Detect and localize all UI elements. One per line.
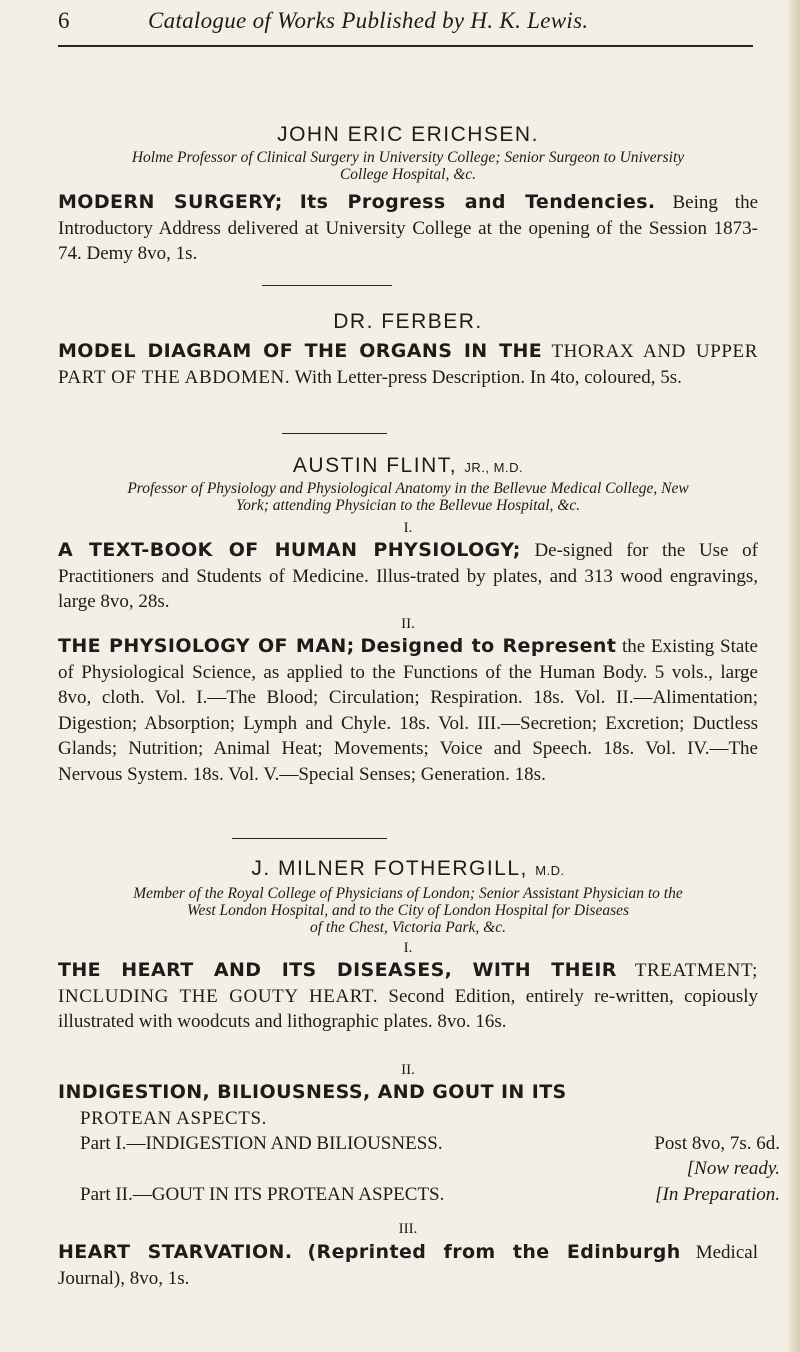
entry-description: the Existing State of Physiological Science, as applied to the Functions of the Human Body. 5 vols., large 8vo, cloth. Vol. I.—The Blood; Circulation; Respiration. 18s. Vol. II.—Alimentation; Digestion; Absorption; Lymph and Chyle. 18s. Vol. III.—Secretion; Excretion; Ductless Glands; Nutrition; Animal Heat; Movements; Voice and Speech. 18s. Vol. IV.—The Nervous System. 18s. Vol. V.—Special Senses; Generation. 18s. bbox=[58, 636, 758, 785]
entry-physiology-of-man bbox=[58, 634, 758, 787]
part-title: —GOUT IN ITS PROTEAN ASPECTS. bbox=[132, 1184, 445, 1205]
entry-description: Being the Introductory Address delivered at University College at the opening of the Session 1873-74. Demy 8vo, 1s. bbox=[58, 192, 759, 264]
section-divider bbox=[282, 433, 387, 434]
numeral-3: III. bbox=[398, 1221, 418, 1237]
affiliation-erichsen-1: Holme Professor of Clinical Surgery in University College; Senior Surgeon to University bbox=[131, 149, 685, 166]
entry-title: THE PHYSIOLOGY OF MAN; bbox=[58, 635, 355, 657]
part-title: —INDIGESTION AND BILIOUSNESS. bbox=[126, 1133, 443, 1154]
part-1-line bbox=[58, 1131, 780, 1157]
author-suffix: M.D. bbox=[535, 863, 565, 878]
author-suffix: JR., M.D. bbox=[464, 460, 524, 475]
numeral-2: II. bbox=[401, 1062, 415, 1078]
part-status: [In Preparation. bbox=[655, 1184, 780, 1205]
affiliation-flint-2: York; attending Physician to the Bellevue Hospital, &c. bbox=[235, 497, 581, 514]
entry-indigestion bbox=[58, 1080, 758, 1131]
entry-modern-surgery bbox=[58, 190, 758, 267]
entry-text-book-physiology bbox=[58, 538, 758, 615]
numeral-1: I. bbox=[403, 940, 413, 956]
affiliation-fothergill-3: of the Chest, Victoria Park, &c. bbox=[309, 919, 506, 936]
entry-title: MODERN SURGERY; bbox=[58, 191, 283, 213]
part-1 bbox=[80, 1131, 443, 1157]
affiliation-fothergill-1: Member of the Royal College of Physicians of London; Senior Assistant Physician to the bbox=[133, 885, 683, 902]
numeral-2: II. bbox=[401, 616, 415, 632]
section-divider bbox=[262, 285, 392, 286]
affiliation-flint-1: Professor of Physiology and Physiological Anatomy in the Bellevue Medical College, New bbox=[127, 480, 689, 497]
affiliation-fothergill-2: West London Hospital, and to the City of London Hospital for Diseases bbox=[186, 902, 630, 919]
part-label: Part I. bbox=[80, 1133, 127, 1154]
part-2-line bbox=[58, 1182, 780, 1208]
author-erichsen: JOHN ERIC ERICHSEN. bbox=[277, 123, 539, 146]
entry-title: THE HEART AND ITS DISEASES, WITH THEIR bbox=[58, 959, 617, 981]
author-ferber: DR. FERBER. bbox=[333, 310, 483, 333]
entry-model-diagram bbox=[58, 339, 758, 390]
entry-title: A TEXT-BOOK OF HUMAN PHYSIOLOGY; bbox=[58, 539, 521, 561]
part-2 bbox=[80, 1182, 444, 1208]
part-price: Post 8vo, 7s. 6d. bbox=[654, 1133, 780, 1154]
part-1-status: [Now ready. bbox=[686, 1158, 780, 1179]
entry-description: Medical Journal), 8vo, 1s. bbox=[58, 1242, 758, 1289]
part-label: Part II. bbox=[80, 1184, 133, 1205]
entry-heart-starvation bbox=[58, 1240, 758, 1291]
running-title: Catalogue of Works Published by H. K. Lewis. bbox=[148, 8, 589, 33]
entry-title: HEART STARVATION. bbox=[58, 1241, 293, 1263]
numeral-1: I. bbox=[403, 520, 413, 536]
entry-subtitle: PROTEAN ASPECTS. bbox=[80, 1107, 267, 1129]
entry-subtitle: THORAX AND UPPER PART OF THE ABDOMEN. bbox=[58, 341, 759, 388]
page-edge-shadow bbox=[786, 0, 800, 1352]
entry-title: INDIGESTION, BILIOUSNESS, AND GOUT IN ITS bbox=[58, 1081, 567, 1103]
author-flint bbox=[58, 453, 758, 481]
entry-description: With Letter-press Description. In 4to, coloured, 5s. bbox=[294, 366, 682, 388]
entry-heart-diseases bbox=[58, 958, 758, 1035]
entry-subtitle: Its Progress and Tendencies. bbox=[299, 191, 656, 213]
page-number: 6 bbox=[58, 8, 70, 33]
entry-subtitle: (Reprinted from the Edinburgh bbox=[307, 1241, 681, 1263]
entry-title: MODEL DIAGRAM OF THE ORGANS IN THE bbox=[58, 340, 543, 362]
affiliation-erichsen-2: College Hospital, &c. bbox=[339, 166, 477, 183]
author-name: AUSTIN FLINT, bbox=[292, 454, 458, 477]
header-rule bbox=[58, 45, 753, 47]
section-divider bbox=[232, 838, 387, 839]
author-name: J. MILNER FOTHERGILL, bbox=[251, 857, 528, 880]
author-fothergill bbox=[58, 856, 758, 884]
entry-description: Second Edition, entirely re-written, copiously illustrated with woodcuts and lithographic plates. 8vo. 16s. bbox=[58, 985, 758, 1032]
entry-subtitle: Designed to Represent bbox=[360, 635, 617, 657]
entry-description: De-signed for the Use of Practitioners and Students of Medicine. Illus-trated by plates, and 313 wood engravings, large 8vo, 28s. bbox=[58, 540, 758, 612]
entry-subtitle: TREATMENT; INCLUDING THE GOUTY HEART. bbox=[58, 960, 758, 1007]
